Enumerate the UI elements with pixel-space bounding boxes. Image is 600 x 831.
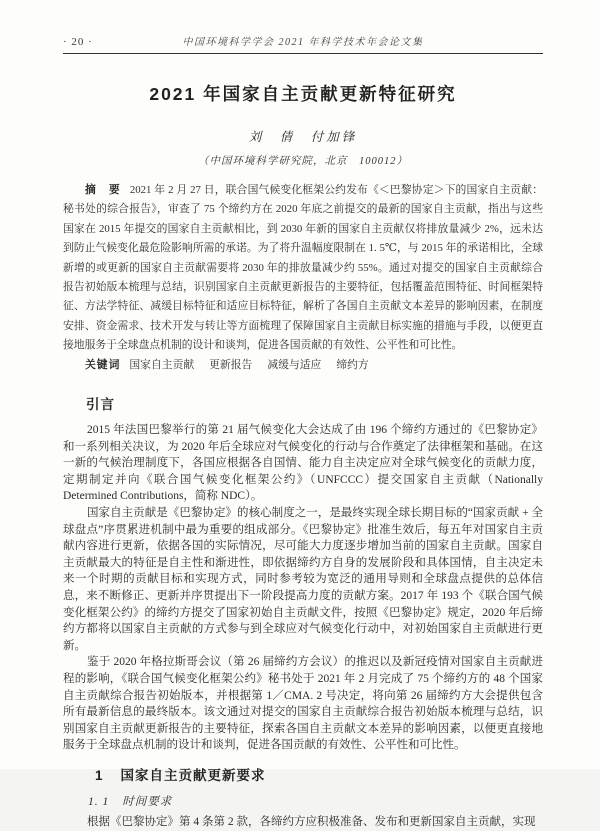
subsection-1-1-heading (63, 793, 543, 809)
page-number: · 20 · (63, 36, 93, 48)
authors: 刘 倩 付加锋 (248, 130, 358, 144)
abstract-text: 2021 年 2 月 27 日，联合国气候变化框架公约发布《＜巴黎协定＞下的国家自主贡献：秘书处的综合报告》，审查了 75 个缔约方在 2020 年底之前提交的最新的国家自主贡献，指出与这些国家在 2015 年提交的国家自主贡献相比，到 2030 年新的国家自主贡献仅将排放量减少 2%，远未达到防止气候变化最危险影响所需的承诺。为了将升温幅度限制在 1. 5℃，与 2015 年的承诺相比，全球新增的或更新的国家自主贡献需要将 2030 年的排放量减少约 55%。通过对提交的国家自主贡献综合报告初始版本梳理与总结，识别国家自主贡献更新报告的主要特征，包括覆盖范围特征、时间框架特征、方法学特征、减缓目标特征和适应目标特征，解析了各国自主贡献文本差异的影响因素，在制度安排、资金需求、技术开发与转让等方面梳理了保障国家自主贡献目标实施的措施与手段，以便更直接地服务于全球盘点机制的设计和谈判，促进各国贡献的有效性、公平性和可比性。 (63, 184, 543, 352)
keyword-item: 国家自主贡献 (129, 358, 195, 371)
section-1-paragraph: 根据《巴黎协定》第 4 条第 2 款，各缔约方应积极准备、发布和更新国家自主贡献，实现 (87, 815, 536, 828)
subsection-1-1-title: 时间要求 (122, 795, 173, 808)
subsection-1-1-number: 1. 1 (88, 795, 110, 808)
abstract-label: 摘 要 (85, 184, 121, 196)
article-title: 2021 年国家自主贡献更新特征研究 (149, 84, 457, 104)
keywords-line (63, 356, 543, 375)
abstract-paragraph (63, 181, 543, 356)
keyword-item: 缔约方 (336, 358, 369, 371)
section-1-title: 国家自主贡献更新要求 (120, 767, 266, 783)
header-rule (63, 53, 543, 54)
introduction-heading: 引言 (86, 397, 115, 413)
proceedings-title: 中国环境科学学会 2021 年科学技术年会论文集 (182, 37, 424, 48)
introduction-paragraph-2: 国家自主贡献是《巴黎协定》的核心制度之一，是最终实现全球长期目标的“国家贡献 + 全球盘点”序贯累进机制中最为重要的组成部分。《巴黎协定》批准生效后，每五年对国家自主贡献内容进行更新，依据各国的实际情况，尽可能大力度逐步增加当前的国家自主贡献。国家自主贡献最大的特征是自主性和渐进性，即依据缔约方自身的发展阶段和具体国情，自主决定未来一个时期的贡献目标和实现方式，同时参考较为宽泛的通用导则和全球盘点提供的总体信息，来不断修正、更新并序贯提出下一阶段提高力度的贡献方案。2017 年 193 个《联合国气候变化框架公约》的缔约方提交了国家初始自主贡献文件，按照《巴黎协定》规定，2020 年后缔约方都将以国家自主贡献的方式参与到全球应对气候变化行动中，对初始国家自主贡献进行更新。 (63, 507, 543, 652)
keyword-item: 减缓与适应 (267, 358, 322, 371)
section-1-number: 1 (95, 767, 104, 783)
introduction-paragraph-1: 2015 年法国巴黎举行的第 21 届气候变化大会达成了由 196 个缔约方通过的《巴黎协定》和一系列相关决议，为 2020 年后全球应对气候变化的行动与合作奠定了法律框架和基础。在这一新的气候治理制度下，各国应根据各自国情、能力自主决定应对全球气候变化的贡献力度，定期制定并向《联合国气候变化框架公约》（UNFCCC）提交国家自主贡献（Nationally Determined Contributions，简称 NDC）。 (63, 424, 543, 503)
introduction-paragraph-3: 鉴于 2020 年格拉斯哥会议（第 26 届缔约方会议）的推迟以及新冠疫情对国家自主贡献进程的影响，《联合国气候变化框架公约》秘书处于 2021 年 2 月完成了 75 个缔约方的 48 个国家自主贡献综合报告初始版本，并根据第 1／CMA. 2 号决定，将向第 26 届缔约方大会提供包含所有最新信息的最终版本。该文通过对提交的国家自主贡献综合报告初始版本梳理与总结，识别国家自主贡献更新报告的主要特征，探索各国自主贡献文本差异的影响因素，以便更直接地服务于全球盘点机制的设计和谈判，促进各国贡献的有效性、公平性和可比性。 (63, 656, 543, 752)
running-header (63, 33, 543, 48)
affiliation: （中国环境科学研究院，北京 100012） (198, 156, 408, 167)
keywords-label: 关键词 (85, 358, 121, 371)
keyword-item: 更新报告 (209, 358, 253, 371)
section-1-heading (63, 764, 543, 784)
